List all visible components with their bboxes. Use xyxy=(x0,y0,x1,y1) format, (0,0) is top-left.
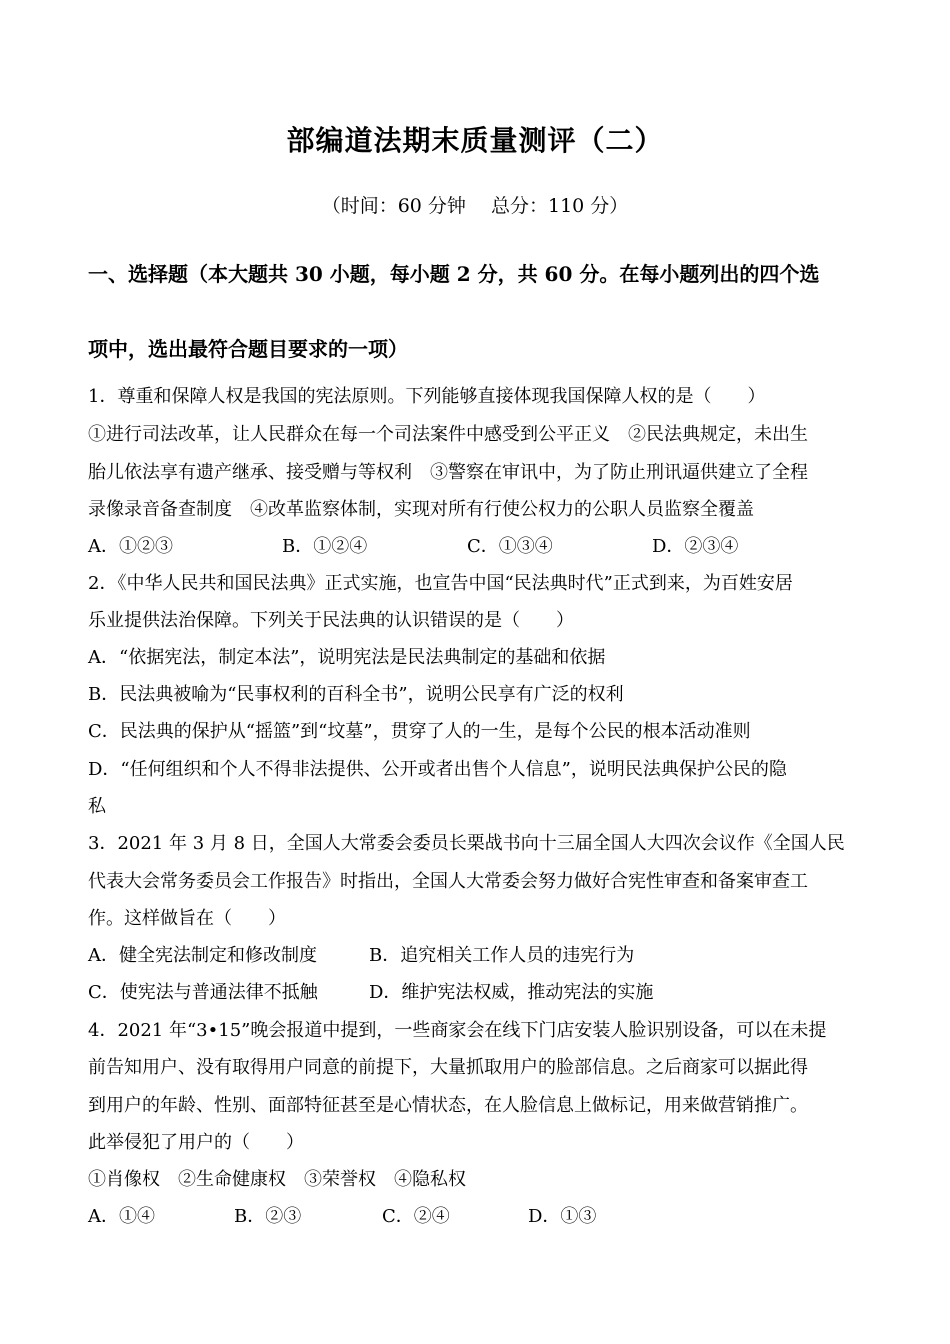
q4-option-b: B．②③ xyxy=(234,1206,302,1227)
q4-option-a: A．①④ xyxy=(88,1206,155,1227)
q2-stem-line: 2．《中华人民共和国民法典》正式实施，也宣告中国“民法典时代”正式到来，为百姓安居 xyxy=(88,573,793,594)
q1-option-a: A．①②③ xyxy=(88,536,173,557)
q4-stem-line: 4．2021 年“3•15”晚会报道中提到，一些商家会在线下门店安装人脸识别设备，可以在未提 xyxy=(88,1020,827,1041)
q4-stem-line: 此举侵犯了用户的（ ） xyxy=(88,1132,304,1153)
page-title: 部编道法期末质量测评（二） xyxy=(286,124,664,157)
q3-stem-line: 代表大会常务委员会工作报告》时指出，全国人大常委会努力做好合宪性审查和备案审查工 xyxy=(88,871,808,892)
q4-choices-line: ①肖像权 ②生命健康权 ③荣誉权 ④隐私权 xyxy=(88,1169,466,1190)
q4-option-d: D．①③ xyxy=(528,1206,597,1227)
q1-stem-line: 录像录音备查制度 ④改革监察体制，实现对所有行使公权力的公职人员监察全覆盖 xyxy=(88,499,754,520)
q3-option-a: A．健全宪法制定和修改制度 xyxy=(88,945,317,966)
q4-option-c: C．②④ xyxy=(382,1206,450,1227)
q2-option-a: A．“依据宪法，制定本法”，说明宪法是民法典制定的基础和依据 xyxy=(88,647,606,668)
q2-option-d-continued: 私 xyxy=(88,796,106,817)
q1-stem-line: 1．尊重和保障人权是我国的宪法原则。下列能够直接体现我国保障人权的是（ ） xyxy=(88,386,766,407)
q1-stem-line: ①进行司法改革，让人民群众在每一个司法案件中感受到公平正义 ②民法典规定，未出生 xyxy=(88,424,808,445)
q2-stem-line: 乐业提供法治保障。下列关于民法典的认识错误的是（ ） xyxy=(88,610,574,631)
q2-option-b: B．民法典被喻为“民事权利的百科全书”，说明公民享有广泛的权利 xyxy=(88,684,624,705)
q3-option-b: B．追究相关工作人员的违宪行为 xyxy=(369,945,635,966)
exam-info: （时间：60 分钟 总分：110 分） xyxy=(321,195,629,217)
q2-option-c: C．民法典的保护从“摇篮”到“坟墓”，贯穿了人的一生，是每个公民的根本活动准则 xyxy=(88,721,751,742)
section-heading-line-2: 项中，选出最符合题目要求的一项） xyxy=(88,337,408,361)
q3-option-d: D．维护宪法权威，推动宪法的实施 xyxy=(369,982,654,1003)
q3-stem-line: 作。这样做旨在（ ） xyxy=(88,908,286,929)
q4-stem-line: 到用户的年龄、性别、面部特征甚至是心情状态，在人脸信息上做标记，用来做营销推广。 xyxy=(88,1095,808,1116)
q1-option-b: B．①②④ xyxy=(282,536,368,557)
q1-stem-line: 胎儿依法享有遗产继承、接受赠与等权利 ③警察在审讯中，为了防止刑讯逼供建立了全程 xyxy=(88,462,808,483)
q2-option-d: D．“任何组织和个人不得非法提供、公开或者出售个人信息”，说明民法典保护公民的隐 xyxy=(88,759,787,780)
q3-stem-line: 3．2021 年 3 月 8 日，全国人大常委会委员长栗战书向十三届全国人大四次会议作《全国人民 xyxy=(88,833,845,854)
q4-stem-line: 前告知用户、没有取得用户同意的前提下，大量抓取用户的脸部信息。之后商家可以据此得 xyxy=(88,1057,808,1078)
q3-option-c: C．使宪法与普通法律不抵触 xyxy=(88,982,318,1003)
q1-option-d: D．②③④ xyxy=(652,536,739,557)
q1-option-c: C．①③④ xyxy=(467,536,553,557)
section-heading-line-1: 一、选择题（本大题共 30 小题，每小题 2 分，共 60 分。在每小题列出的四个选 xyxy=(88,262,820,286)
